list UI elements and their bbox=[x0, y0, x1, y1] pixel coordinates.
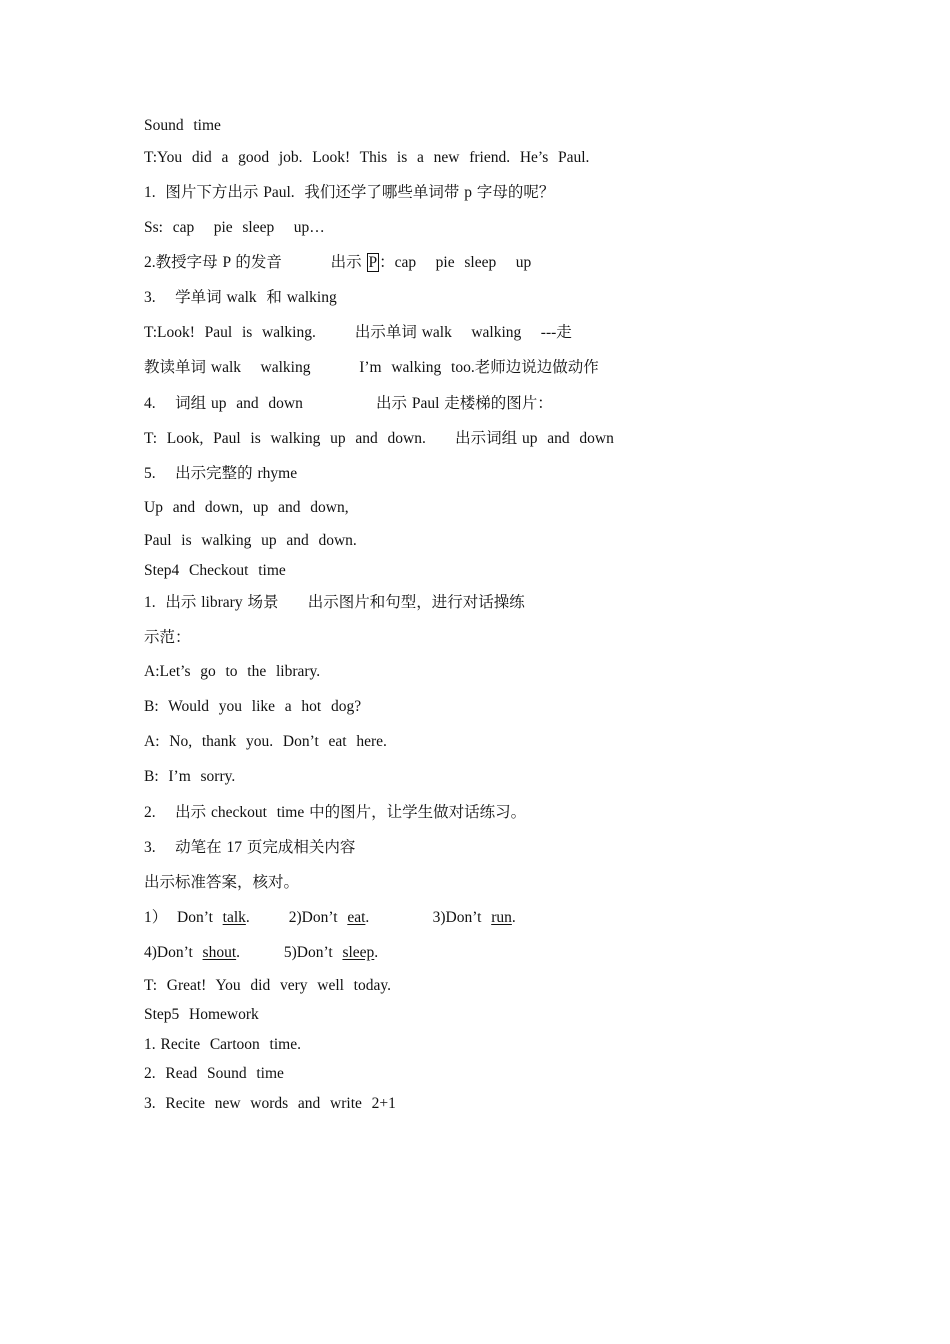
text-segment: . bbox=[511, 909, 516, 926]
text-line: 出示标准答案，核对。 bbox=[144, 874, 300, 891]
rhyme-line: Paul is walking up and down. bbox=[144, 532, 357, 549]
homework-item: 1. Recite Cartoon time. bbox=[144, 1036, 301, 1053]
dialogue-line: A:Let’s go to the library. bbox=[144, 663, 321, 680]
text-line: 2. 出示 checkout time 中的图片，让学生做对话练习。 bbox=[144, 804, 527, 821]
dialogue-line: A: No, thank you. Don’t eat here. bbox=[144, 733, 387, 750]
text-line: 1. 出示 library 场景 出示图片和句型，进行对话操练 bbox=[144, 594, 525, 611]
homework-item: 2. Read Sound time bbox=[144, 1065, 284, 1082]
text-line: 3. 学单词 walk 和 walking bbox=[144, 289, 337, 306]
text-line: 教读单词 walk walking I’m walking too.老师边说边做动作 bbox=[144, 359, 599, 376]
answer-word: talk bbox=[222, 909, 246, 926]
rhyme-line: Up and down, up and down, bbox=[144, 499, 349, 516]
text-line: 1. 图片下方出示 Paul. 我们还学了哪些单词带 p 字母的呢？ bbox=[144, 184, 555, 201]
text-line: 3. 动笔在 17 页完成相关内容 bbox=[144, 839, 356, 856]
text-line: T: Great! You did very well today. bbox=[144, 977, 391, 994]
answers-line-1 bbox=[144, 908, 516, 928]
text-line: T: Look, Paul is walking up and down. 出示词组 up and down bbox=[144, 430, 614, 447]
text-segment: 1） Don’t bbox=[144, 909, 223, 926]
text-segment: 4)Don’t bbox=[144, 944, 203, 961]
section-heading-step5: Step5 Homework bbox=[144, 1006, 259, 1023]
homework-item: 3. Recite new words and write 2+1 bbox=[144, 1095, 396, 1112]
text-segment: . 5)Don’t bbox=[236, 944, 343, 961]
dialogue-line: B: Would you like a hot dog? bbox=[144, 698, 362, 715]
section-heading-step4: Step4 Checkout time bbox=[144, 562, 286, 579]
answer-word: run bbox=[491, 909, 512, 926]
answer-word: shout bbox=[202, 944, 237, 961]
answer-word: eat bbox=[347, 909, 366, 926]
text-segment: . 2)Don’t bbox=[245, 909, 348, 926]
text-segment: ：cap pie sleep up bbox=[379, 254, 532, 271]
answer-word: sleep bbox=[342, 944, 375, 961]
text-segment: 2.教授字母 P 的发音 出示 bbox=[144, 254, 367, 271]
text-line-letter-p bbox=[144, 253, 531, 273]
text-line: 4. 词组 up and down 出示 Paul 走楼梯的图片： bbox=[144, 395, 553, 412]
text-line: T:You did a good job. Look! This is a new friend. He’s Paul. bbox=[144, 149, 590, 166]
text-line: Ss: cap pie sleep up… bbox=[144, 219, 325, 236]
boxed-letter: P bbox=[368, 254, 378, 271]
dialogue-line: B: I’m sorry. bbox=[144, 768, 236, 785]
section-heading-sound-time: Sound time bbox=[144, 117, 221, 134]
text-line: 示范： bbox=[144, 629, 191, 646]
text-line: T:Look! Paul is walking. 出示单词 walk walking ---走 bbox=[144, 324, 572, 341]
text-segment: . bbox=[374, 944, 379, 961]
text-line: 5. 出示完整的 rhyme bbox=[144, 465, 298, 482]
answers-line-2 bbox=[144, 943, 378, 963]
text-segment: . 3)Don’t bbox=[365, 909, 492, 926]
